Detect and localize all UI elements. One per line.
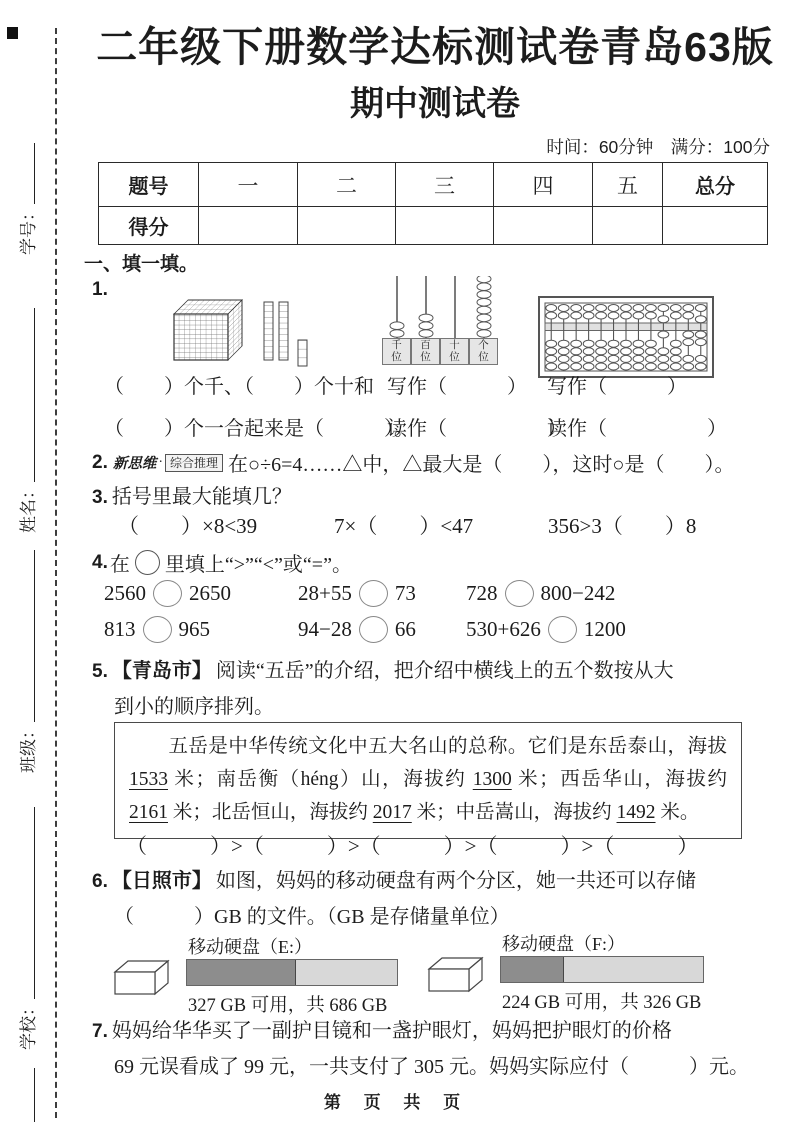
q3-number: 3. <box>92 487 108 508</box>
disk-f-usage-bar <box>500 956 704 983</box>
q1-read-1: 读作（ ） <box>387 418 567 440</box>
section-one-title: 一、填一填。 <box>84 254 199 275</box>
q1-line-a: （ ）个千、（ ）个十和 <box>104 376 374 398</box>
pair-right: 73 <box>394 581 416 605</box>
q3-item-2: 7×（ ）<47 <box>334 514 474 538</box>
ten-rod <box>264 302 273 360</box>
q6-number: 6. <box>92 871 108 892</box>
q4-pair-1 <box>104 580 231 607</box>
q5-text-line1: 阅读“五岳”的介绍，把介绍中横线上的五个数按从大 <box>215 660 674 682</box>
compare-circle-blank <box>143 616 172 643</box>
score-table-header: 五 <box>593 163 663 207</box>
pair-right: 965 <box>178 617 210 641</box>
q4-pair-2 <box>298 580 416 607</box>
q7-text-line1: 妈妈给华华买了一副护目镜和一盏护眼灯，妈妈把护眼灯的价格 <box>111 1020 672 1042</box>
score-table-header: 二 <box>298 163 396 207</box>
disk-f-caption: 224 GB 可用，共 326 GB <box>502 993 702 1013</box>
class-blank <box>34 550 35 722</box>
q7-text-line2: 69 元误看成了 99 元，一共支付了 305 元。妈妈实际应付（ ）元。 <box>114 1056 749 1078</box>
place-label-hundreds: 百位 <box>411 338 440 365</box>
badge-tag: 综合推理 <box>165 454 223 472</box>
badge-dot: · <box>158 454 164 470</box>
q5-text-line2: 到小的顺序排列。 <box>114 696 274 718</box>
underlined-number: 1492 <box>616 802 656 823</box>
pair-right: 2650 <box>189 581 231 605</box>
q2-number: 2. <box>92 451 108 473</box>
passage-segment: 米；南岳衡（héng）山，海拔约 <box>168 769 473 790</box>
student-number-label: 学号： <box>19 204 38 255</box>
q1-number: 1. <box>92 279 108 300</box>
school-label: 学校： <box>19 999 38 1050</box>
question-5-line1 <box>92 654 674 683</box>
compare-circle-icon <box>135 550 160 575</box>
place-value-counter-graphic <box>382 276 500 338</box>
passage-segment: 五岳是中华传统文化中五大名山的总称。它们是东岳泰山，海拔 <box>168 736 727 757</box>
disk-e-label: 移动硬盘（E:） <box>188 937 312 957</box>
base-ten-blocks-graphic <box>168 288 318 370</box>
compare-circle-blank <box>153 580 182 607</box>
disk-e-caption: 327 GB 可用，共 686 GB <box>188 996 388 1016</box>
class-label: 班级： <box>19 722 38 773</box>
passage-segment: 米；中岳嵩山，海拔约 <box>411 802 617 823</box>
page-title: 二年级下册数学达标测试卷青岛63版 <box>96 24 774 70</box>
pair-right: 1200 <box>583 617 626 641</box>
sidebar-student-number <box>13 143 39 255</box>
place-label-ones: 个位 <box>469 338 498 365</box>
name-blank <box>34 308 35 482</box>
disk-f-label: 移动硬盘（F:） <box>502 934 626 954</box>
score-cell <box>494 207 593 245</box>
compare-circle-blank <box>548 616 577 643</box>
q4-title-post: 里填上“>”“<”或“=”。 <box>164 554 352 576</box>
q6-text-line2: （ ）GB 的文件。（GB 是存储量单位） <box>114 906 510 928</box>
q4-number: 4. <box>92 551 108 573</box>
q1-write-1: 写作（ ） <box>387 376 527 398</box>
name-label: 姓名： <box>19 482 38 533</box>
passage-segment: 米；西岳华山，海拔约 <box>511 769 727 790</box>
thousand-cube <box>174 300 242 360</box>
score-table-header: 三 <box>396 163 494 207</box>
ten-rod <box>279 302 288 360</box>
pair-left: 28+55 <box>298 581 352 605</box>
school-blank <box>34 807 35 999</box>
q5-number: 5. <box>92 661 108 682</box>
q6-city-tag: 【日照市】 <box>111 870 212 892</box>
q1-write-2: 写作（ ） <box>547 376 687 398</box>
pair-right: 800−242 <box>540 581 616 605</box>
one-units-stack <box>298 340 307 366</box>
score-table <box>98 162 768 245</box>
place-label-thousands: 千位 <box>382 338 411 365</box>
q4-pair-6 <box>466 616 626 643</box>
q3-title-text: 括号里最大能填几？ <box>111 486 292 508</box>
score-table-header: 题号 <box>99 163 199 207</box>
badge-name: 新思维 <box>112 456 157 472</box>
q4-title-pre: 在 <box>109 554 130 576</box>
exam-meta: 时间：60分钟 满分：100分 <box>546 137 770 157</box>
place-label-tens: 十位 <box>440 338 469 365</box>
question-7-line1 <box>92 1014 672 1043</box>
score-cell <box>396 207 494 245</box>
underlined-number: 1300 <box>472 769 512 790</box>
new-thinking-badge <box>113 452 223 473</box>
underlined-number: 1533 <box>129 769 168 790</box>
q6-text-line1: 如图，妈妈的移动硬盘有两个分区，她一共还可以存储 <box>215 870 696 892</box>
underlined-number: 2161 <box>129 802 168 823</box>
underlined-number: 2017 <box>372 802 412 823</box>
q1-read-2: 读作（ ） <box>547 418 727 440</box>
disk-f-used-fill <box>501 957 564 982</box>
score-row-label: 得分 <box>99 207 199 245</box>
score-cell <box>593 207 663 245</box>
question-2 <box>92 448 734 477</box>
q5-city-tag: 【青岛市】 <box>111 660 212 682</box>
q2-text: 在○÷6=4……△中，△最大是（ ），这时○是（ ）。 <box>228 454 735 476</box>
score-cell <box>298 207 396 245</box>
q3-item-1: （ ）×8<39 <box>118 514 258 538</box>
disk-f-box-icon <box>426 953 484 995</box>
disk-e-box-icon <box>112 956 170 998</box>
print-corner-mark <box>7 27 18 39</box>
pair-left: 530+626 <box>466 617 541 641</box>
pair-left: 813 <box>104 617 136 641</box>
question-4-title <box>92 548 352 577</box>
q4-pair-5 <box>298 616 416 643</box>
page-footer: 第 页 共 页 <box>323 1093 470 1112</box>
disk-e-used-fill <box>187 960 296 985</box>
q1-line-b: （ ）个一合起来是（ ）。 <box>104 418 414 440</box>
binding-dashed-line <box>55 28 57 1118</box>
q7-number: 7. <box>92 1021 108 1042</box>
q5-answer-blanks: （ ）>（ ）>（ ）>（ ）>（ ） <box>126 834 699 858</box>
q4-pair-3 <box>466 580 615 607</box>
abacus-graphic <box>538 296 714 378</box>
score-cell <box>199 207 298 245</box>
score-table-header: 一 <box>199 163 298 207</box>
sidebar-school <box>13 807 39 1050</box>
page-subtitle: 期中测试卷 <box>350 85 520 123</box>
student-number-blank <box>34 143 35 204</box>
passage-segment: 米；北岳恒山，海拔约 <box>168 802 373 823</box>
pair-left: 2560 <box>104 581 146 605</box>
abacus-beads <box>546 305 706 371</box>
disk-e-usage-bar <box>186 959 398 986</box>
q4-pair-4 <box>104 616 210 643</box>
score-cell <box>663 207 768 245</box>
q3-item-3: 356>3（ ）8 <box>548 514 697 538</box>
sidebar-name <box>13 308 39 533</box>
counter-beads <box>390 276 491 337</box>
score-table-header: 总分 <box>663 163 768 207</box>
five-mountains-passage-box <box>114 722 742 839</box>
compare-circle-blank <box>359 580 388 607</box>
score-table-header: 四 <box>494 163 593 207</box>
sidebar-class <box>13 550 39 773</box>
pair-left: 94−28 <box>298 617 352 641</box>
question-3-title <box>92 480 292 509</box>
passage-segment: 米。 <box>655 802 700 823</box>
compare-circle-blank <box>359 616 388 643</box>
pair-left: 728 <box>466 581 498 605</box>
pair-right: 66 <box>394 617 416 641</box>
compare-circle-blank <box>505 580 534 607</box>
question-6-line1 <box>92 864 696 893</box>
